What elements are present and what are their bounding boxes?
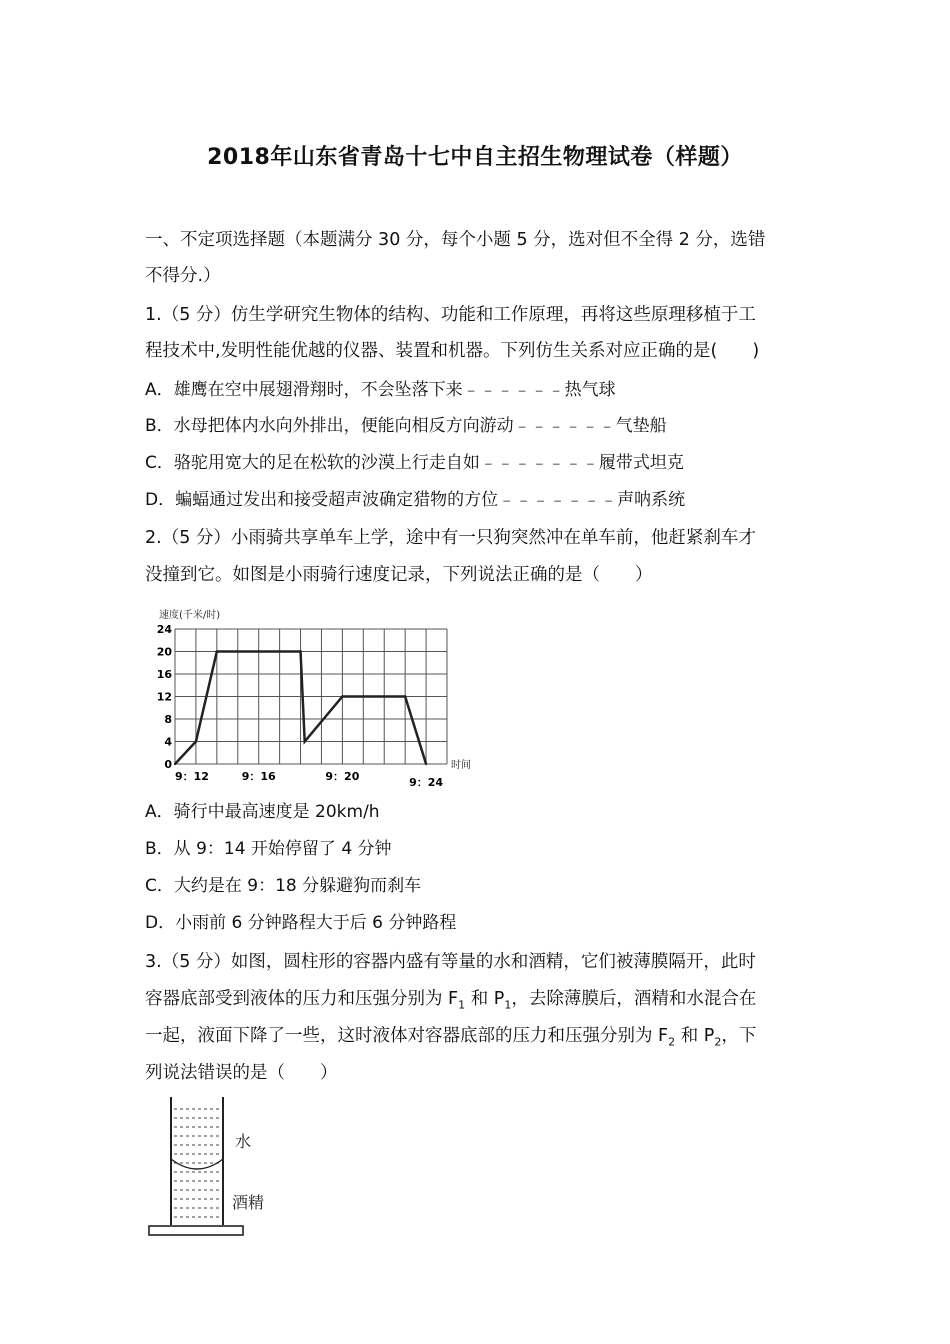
chart-point — [404, 695, 406, 697]
chart-y-ticks — [157, 623, 173, 771]
y-tick-label: 24 — [156, 623, 172, 636]
y-tick-label: 20 — [156, 645, 172, 659]
y-tick-label: 0 — [164, 758, 172, 771]
chart-point — [341, 695, 343, 697]
q3-stem-line1: 3.（5 分）如图，圆柱形的容器内盛有等量的水和酒精，它们被薄膜隔开，此时 — [145, 952, 756, 972]
x-tick-label: 9：12 — [175, 770, 209, 783]
page-title: 2018年山东省青岛十七中自主招生物理试卷（样题） — [207, 145, 743, 170]
chart-point — [174, 763, 176, 765]
q1-option-c[interactable]: C．骆驼用宽大的足在松软的沙漠上行走自如﹣﹣﹣﹣﹣﹣﹣履带式坦克 — [145, 453, 684, 473]
q2-option-b[interactable]: B．从 9：14 开始停留了 4 分钟 — [145, 839, 392, 859]
q3-stem-line3: 一起，液面下降了一些，这时液体对容器底部的压力和压强分别为 $F_2$ 和 $P_2$，下 — [145, 1026, 757, 1049]
chart-point — [304, 740, 306, 742]
x-tick-label: 9：20 — [325, 770, 360, 783]
chart-x-ticks — [175, 770, 443, 789]
label-water: 水 — [235, 1132, 252, 1151]
q1-option-a[interactable]: A．雄鹰在空中展翅滑翔时，不会坠落下来﹣﹣﹣﹣﹣﹣热气球 — [145, 380, 616, 400]
beaker-base — [149, 1226, 243, 1235]
q2-stem-line2: 没撞到它。如图是小雨骑行速度记录，下列说法正确的是（ ） — [145, 565, 653, 585]
speed-chart — [145, 605, 475, 795]
chart-point — [299, 650, 301, 652]
x-tick-label: 9：16 — [241, 770, 276, 783]
y-tick-label: 8 — [164, 713, 172, 726]
x-tick-label: 9：24 — [409, 776, 444, 789]
section-heading-line1: 一、不定项选择题（本题满分 30 分，每个小题 5 分，选对但不全得 2 分，选错 — [145, 230, 766, 250]
q1-stem-line2: 程技术中,发明性能优越的仪器、装置和机器。下列仿生关系对应正确的是( ) — [145, 341, 760, 361]
chart-point — [425, 763, 427, 765]
container-diagram — [145, 1095, 285, 1240]
chart-xlabel: 时间 — [451, 760, 471, 771]
q2-option-d[interactable]: D．小雨前 6 分钟路程大于后 6 分钟路程 — [145, 913, 457, 933]
y-tick-label: 16 — [156, 668, 172, 681]
q1-stem-line1: 1.（5 分）仿生学研究生物体的结构、功能和工作原理，再将这些原理移植于工 — [145, 305, 756, 325]
q2-stem-line1: 2.（5 分）小雨骑共享单车上学，途中有一只狗突然冲在单车前，他赶紧刹车才 — [145, 528, 756, 548]
liquid-dashes — [174, 1109, 221, 1217]
q3-stem-line4: 列说法错误的是（ ） — [145, 1063, 338, 1083]
q3-stem-line2: 容器底部受到液体的压力和压强分别为 $F_1$ 和 $P_1$，去除薄膜后，酒精和水混合在 — [145, 989, 757, 1012]
q2-option-a[interactable]: A．骑行中最高速度是 20km/h — [145, 802, 380, 822]
chart-point — [216, 650, 218, 652]
q1-option-b[interactable]: B．水母把体内水向外排出，便能向相反方向游动﹣﹣﹣﹣﹣﹣气垫船 — [145, 416, 667, 436]
q2-option-c[interactable]: C．大约是在 9：18 分躲避狗而刹车 — [145, 876, 422, 896]
section-heading-line2: 不得分.） — [145, 266, 221, 286]
chart-point — [195, 740, 197, 742]
membrane — [171, 1159, 223, 1169]
label-alcohol: 酒精 — [232, 1193, 265, 1212]
q1-option-d[interactable]: D．蝙蝠通过发出和接受超声波确定猎物的方位﹣﹣﹣﹣﹣﹣﹣声呐系统 — [145, 490, 686, 510]
y-tick-label: 4 — [164, 735, 172, 749]
chart-ylabel: 速度(千米/时) — [159, 610, 221, 621]
y-tick-label: 12 — [156, 690, 172, 704]
